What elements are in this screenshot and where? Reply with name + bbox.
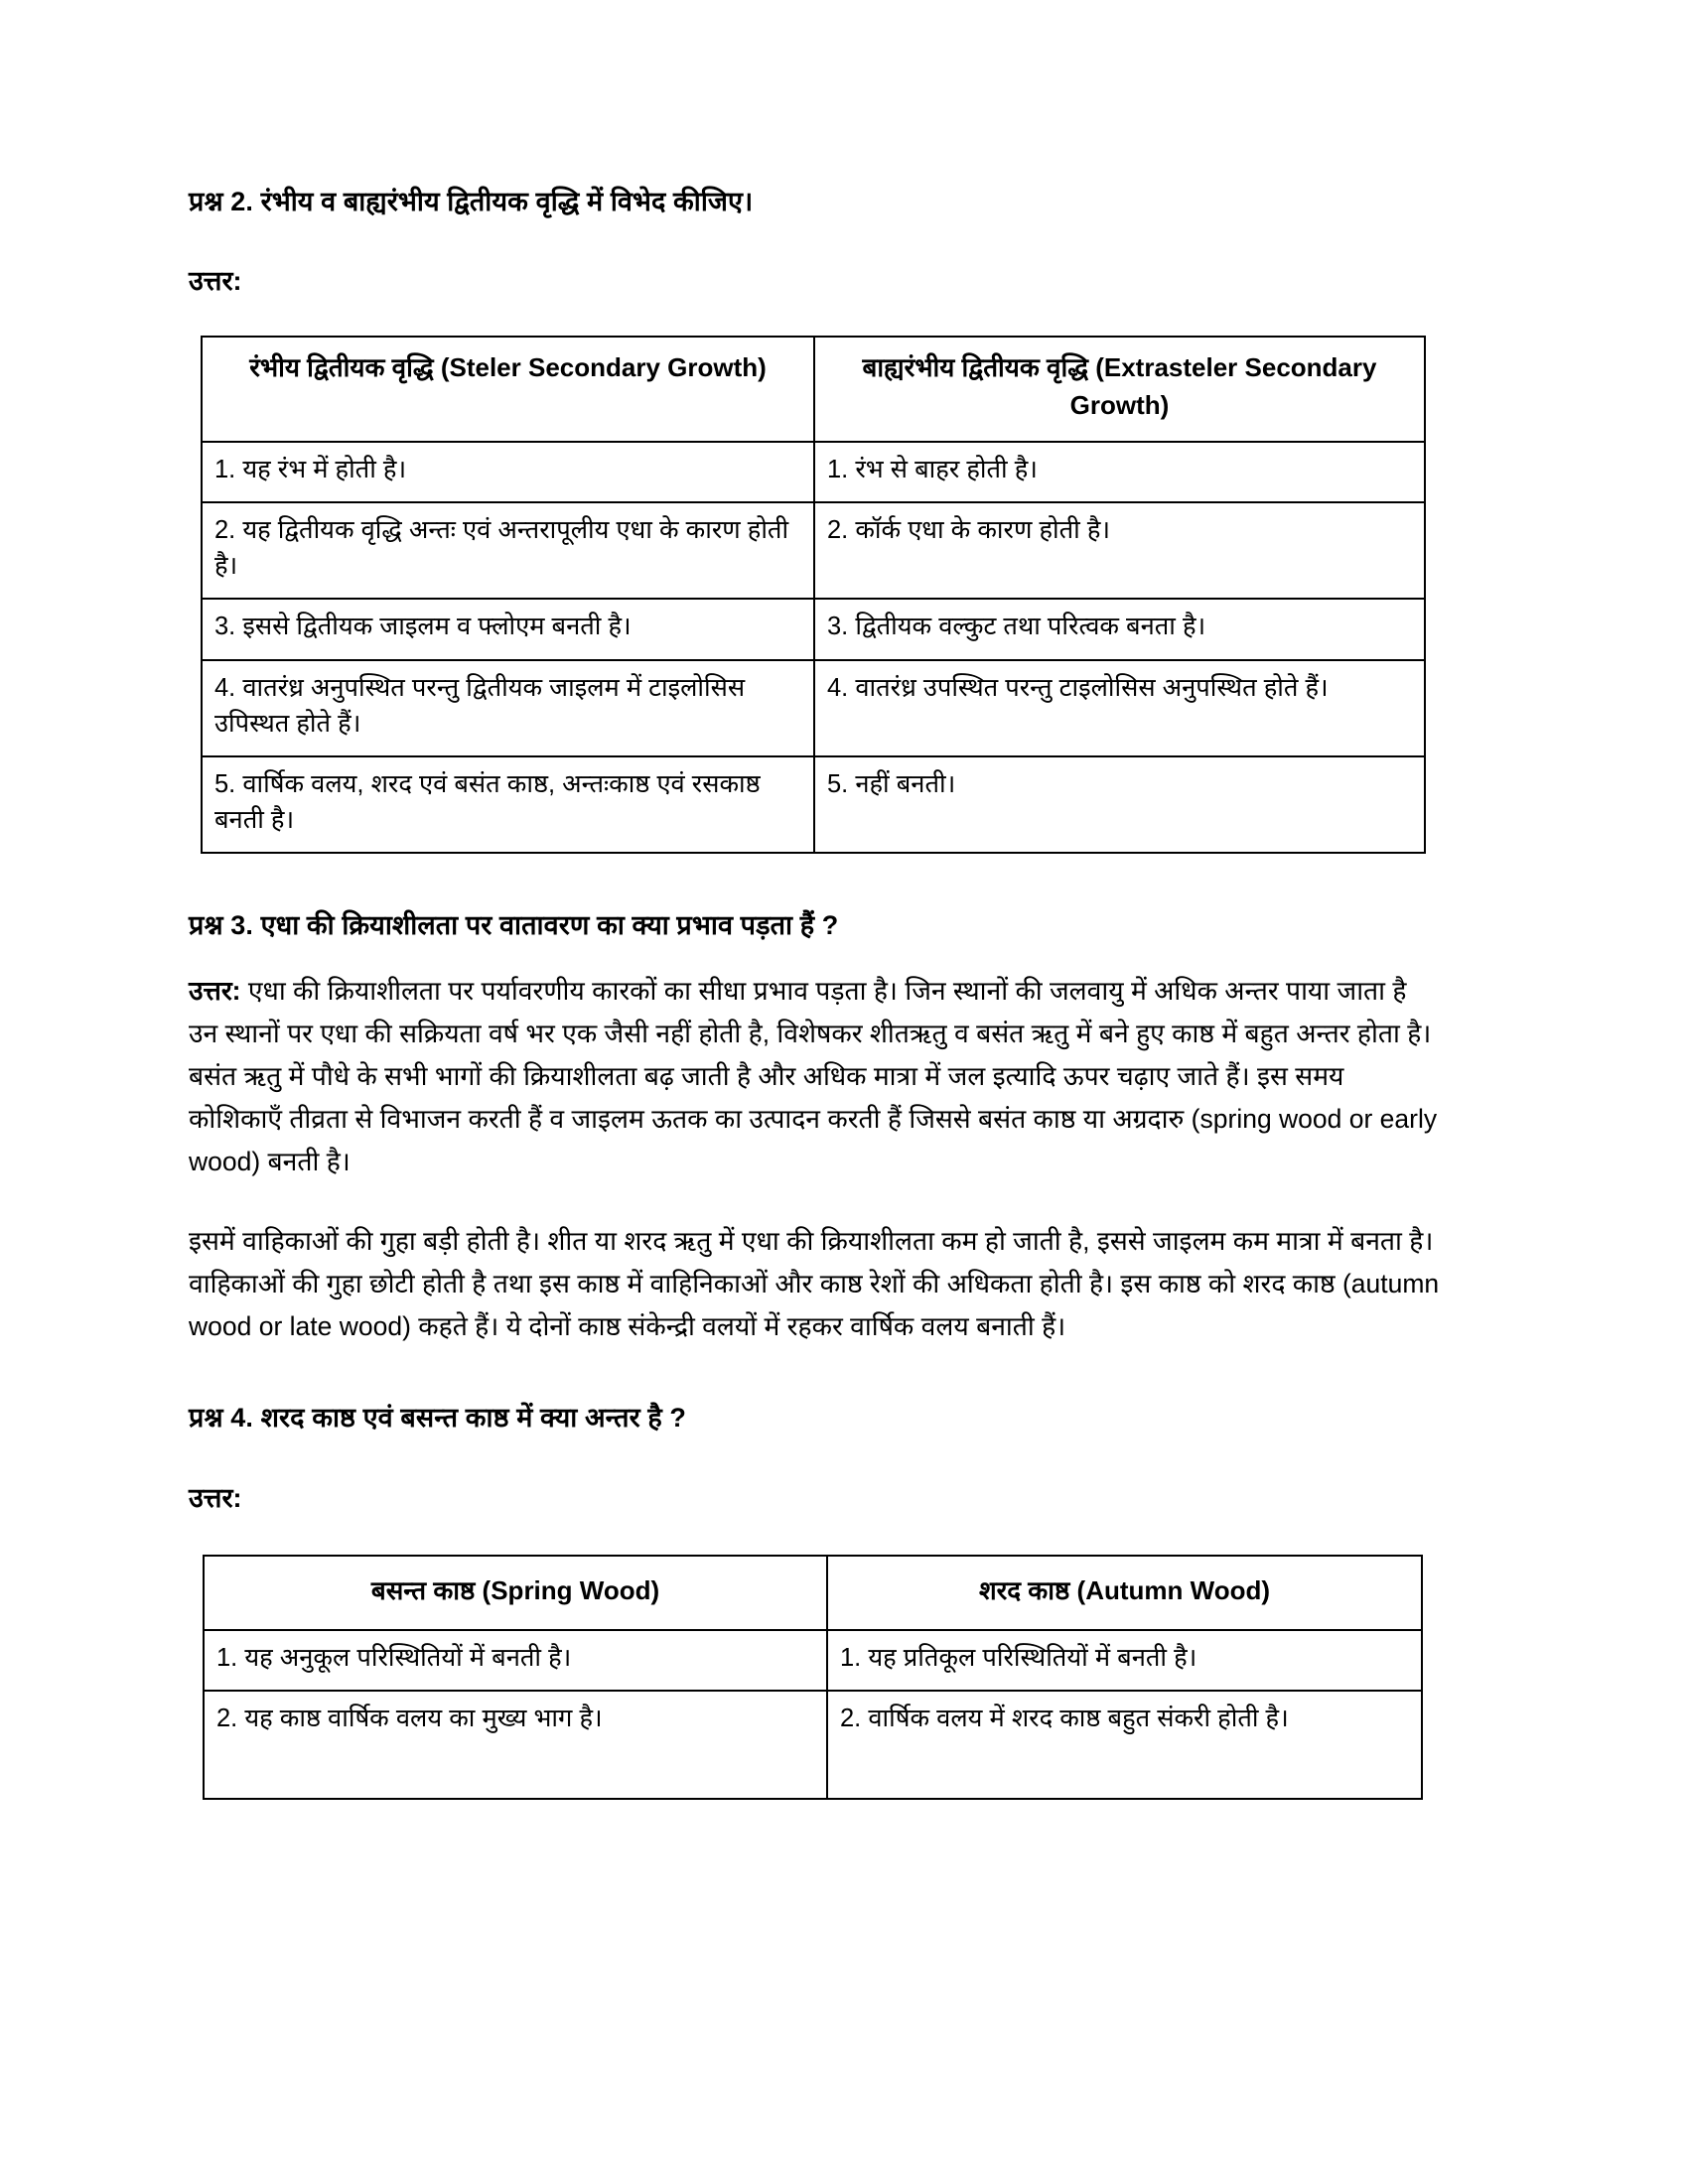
question-2-heading: प्रश्न 2. रंभीय व बाह्यरंभीय द्वितीयक वृद्धि में विभेद कीजिए।: [189, 187, 754, 216]
comparison-table-2: [203, 1555, 1423, 1800]
comparison-table-1: [201, 336, 1426, 854]
table-row: [202, 442, 1425, 502]
table1-row2-left: 2. यह द्वितीयक वृद्धि अन्तः एवं अन्तरापूलीय एधा के कारण होती है।: [202, 502, 814, 599]
table-row: [204, 1691, 1422, 1799]
table1-row5-right: 5. नहीं बनती।: [814, 756, 1425, 853]
table-row: [202, 756, 1425, 853]
table-row: [202, 599, 1425, 659]
table2-header-right: शरद काष्ठ (Autumn Wood): [827, 1556, 1422, 1630]
question-4-heading: प्रश्न 4. शरद काष्ठ एवं बसन्त काष्ठ में क्या अन्तर है ?: [189, 1403, 686, 1433]
answer-2-label: उत्तर:: [189, 266, 242, 297]
table1-row3-left: 3. इससे द्वितीयक जाइलम व फ्लोएम बनती है।: [202, 599, 814, 659]
table2-row2-right: 2. वार्षिक वलय में शरद काष्ठ बहुत संकरी होती है।: [827, 1691, 1422, 1799]
answer-3-paragraph-2: इसमें वाहिकाओं की गुहा बड़ी होती है। शीत या शरद ऋतु में एधा की क्रियाशीलता कम हो जाती है, इससे जाइलम कम मात्रा में बनता है। वाहिकाओं की गुहा छोटी होती है तथा इस काष्ठ में वाहिनिकाओं और काष्ठ रेशों की अधिकता होती है। इस काष्ठ को शरद काष्ठ (autumn wood or late wood) कहते हैं। ये दोनों काष्ठ संकेन्द्री वलयों में रहकर वार्षिक वलय बनाती हैं।: [189, 1226, 1440, 1342]
table-header-row: [204, 1556, 1422, 1630]
table1-row3-right: 3. द्वितीयक वल्कुट तथा परित्वक बनता है।: [814, 599, 1425, 659]
table2-row1-right: 1. यह प्रतिकूल परिस्थितियों में बनती है।: [827, 1630, 1422, 1691]
table-row: [204, 1630, 1422, 1691]
table1-row4-left: 4. वातरंध्र अनुपस्थित परन्तु द्वितीयक जाइलम में टाइलोसिस उपिस्थत होते हैं।: [202, 660, 814, 756]
table-row: [202, 502, 1425, 599]
answer-4-label: उत्तर:: [189, 1482, 242, 1513]
table2-row2-left: 2. यह काष्ठ वार्षिक वलय का मुख्य भाग है।: [204, 1691, 827, 1799]
answer-3-paragraph-1-text: एधा की क्रियाशीलता पर पर्यावरणीय कारकों का सीधा प्रभाव पड़ता है। जिन स्थानों की जलवायु में अधिक अन्तर पाया जाता है उन स्थानों पर एधा की सक्रियता वर्ष भर एक जैसी नहीं होती है, विशेषकर शीतऋतु व बसंत ऋतु में बने हुए काष्ठ में बहुत अन्तर होता है। बसंत ऋतु में पौधे के सभी भागों की क्रियाशीलता बढ़ जाती है और अधिक मात्रा में जल इत्यादि ऊपर चढ़ाए जाते हैं। इस समय कोशिकाएँ तीव्रता से विभाजन करती हैं व जाइलम ऊतक का उत्पादन करती हैं जिससे बसंत काष्ठ या अग्रदारु (spring wood or early wood) बनती है।: [189, 975, 1438, 1176]
answer-3-label: उत्तर:: [189, 975, 241, 1006]
table2-row1-left: 1. यह अनुकूल परिस्थितियों में बनती है।: [204, 1630, 827, 1691]
table1-row5-left: 5. वार्षिक वलय, शरद एवं बसंत काष्ठ, अन्तःकाष्ठ एवं रसकाष्ठ बनती है।: [202, 756, 814, 853]
table2-header-left: बसन्त काष्ठ (Spring Wood): [204, 1556, 827, 1630]
table1-header-right: बाह्यरंभीय द्वितीयक वृद्धि (Extrasteler Secondary Growth): [814, 337, 1425, 441]
table1-row1-left: 1. यह रंभ में होती है।: [202, 442, 814, 502]
table1-row1-right: 1. रंभ से बाहर होती है।: [814, 442, 1425, 502]
answer-3-paragraph-1: [189, 970, 1440, 1183]
table-header-row: [202, 337, 1425, 441]
table1-header-left: रंभीय द्वितीयक वृद्धि (Steler Secondary Growth): [202, 337, 814, 441]
question-3-heading: प्रश्न 3. एधा की क्रियाशीलता पर वातावरण का क्या प्रभाव पड़ता हैं ?: [189, 910, 839, 941]
table1-row4-right: 4. वातरंध्र उपस्थित परन्तु टाइलोसिस अनुपस्थित होते हैं।: [814, 660, 1425, 756]
table-row: [202, 660, 1425, 756]
table1-row2-right: 2. कॉर्क एधा के कारण होती है।: [814, 502, 1425, 599]
